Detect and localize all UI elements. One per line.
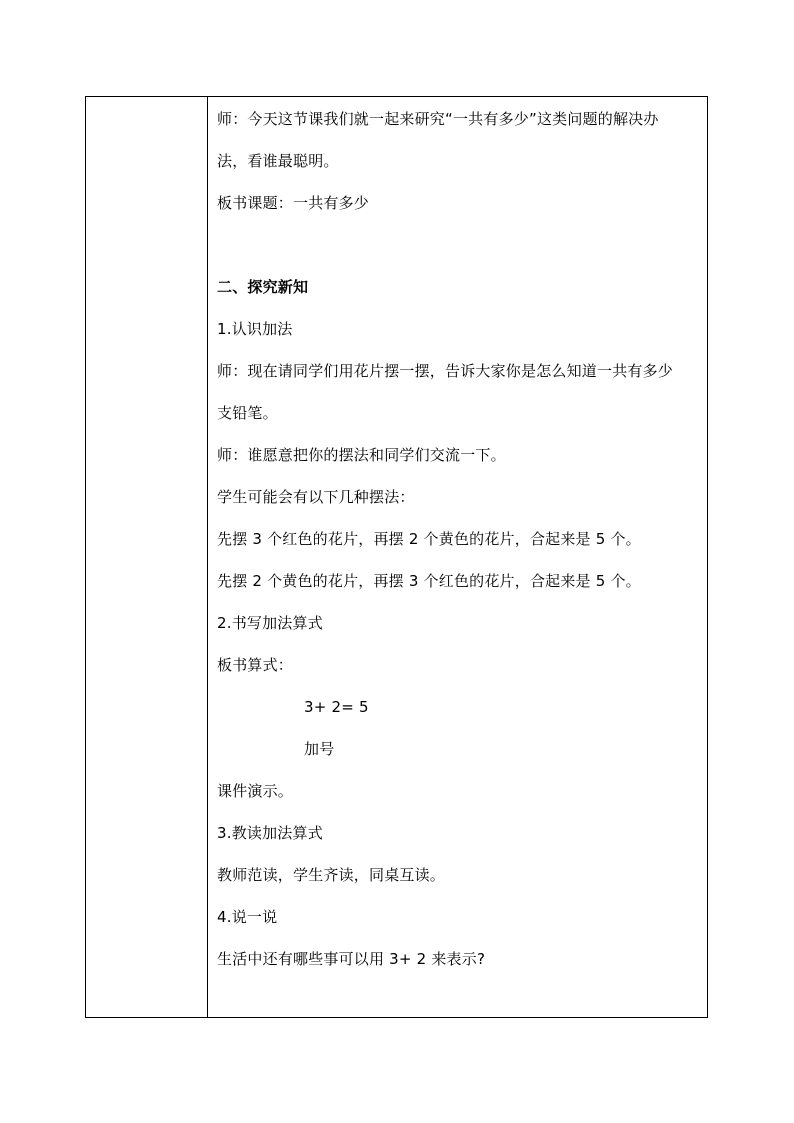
right-column-cell [208,97,707,1017]
subheading-say-it: 4.说一说 [217,908,278,926]
teacher-question-line: 师：谁愿意把你的摆法和同学们交流一下。 [217,446,506,464]
subheading-write-equation: 2.书写加法算式 [217,614,323,632]
section-heading-explore: 二、探究新知 [217,278,309,296]
lesson-plan-table [85,96,708,1018]
method-two-line: 先摆 2 个黄色的花片，再摆 3 个红色的花片，合起来是 5 个。 [217,572,641,590]
life-example-question: 生活中还有哪些事可以用 3+ 2 来表示? [217,950,486,968]
teacher-intro-line-2: 法，看谁最聪明。 [217,152,339,170]
plus-sign-label: 加号 [304,740,335,758]
left-column-cell [86,97,208,1017]
teacher-instruction-line-1: 师：现在请同学们用花片摆一摆，告诉大家你是怎么知道一共有多少 [217,362,674,380]
teacher-intro-line-1: 师：今天这节课我们就一起来研究“一共有多少”这类问题的解决办 [217,110,659,128]
subheading-read-equation: 3.教读加法算式 [217,824,323,842]
equation-text: 3+ 2= 5 [304,698,369,716]
student-methods-intro: 学生可能会有以下几种摆法： [217,488,415,506]
board-title-line: 板书课题：一共有多少 [217,194,370,212]
method-one-line: 先摆 3 个红色的花片，再摆 2 个黄色的花片，合起来是 5 个。 [217,530,641,548]
reading-activity-line: 教师范读，学生齐读，同桌互读。 [217,866,446,884]
board-equation-label: 板书算式： [217,656,294,674]
courseware-demo-line: 课件演示。 [217,782,294,800]
teacher-instruction-line-2: 支铅笔。 [217,404,278,422]
subheading-recognize-addition: 1.认识加法 [217,320,293,338]
